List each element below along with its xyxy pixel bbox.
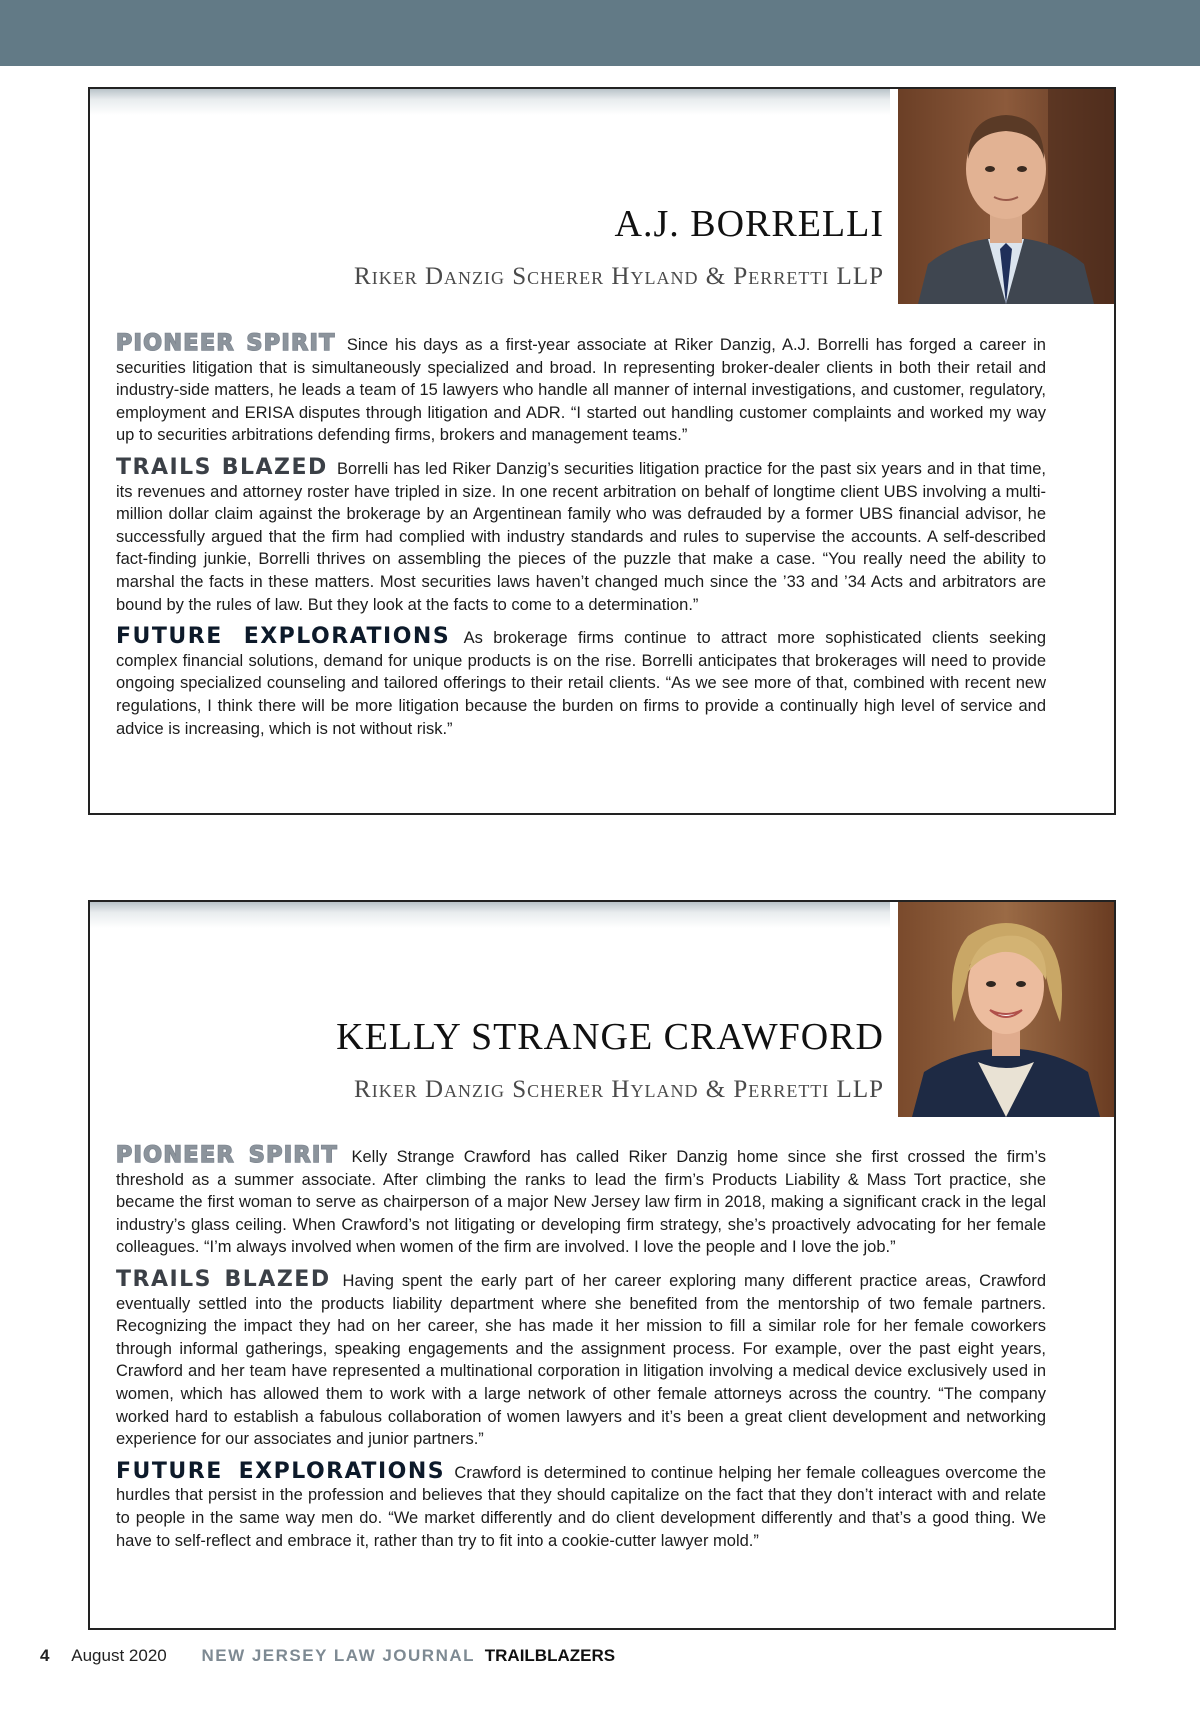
issue-title: TRAILBLAZERS bbox=[484, 1646, 616, 1665]
page-number: 4 bbox=[40, 1646, 50, 1665]
section-pioneer-spirit bbox=[116, 1145, 1046, 1259]
section-future-explorations bbox=[116, 1458, 1046, 1552]
profile-card-crawford bbox=[88, 900, 1116, 1630]
issue-date: August 2020 bbox=[71, 1646, 167, 1665]
section-heading: PIONEER SPIRIT bbox=[116, 1143, 339, 1168]
section-text: Crawford is determined to continue helping her female colleagues overcome the hurdles that persist in the profession and believes that they should capitalize on the fact that they don’t interact with and relate to people in the same way men do. “We market differently and do client development differently and that’s a good thing. We have to self-reflect and embrace it, rather than try to fit into a cookie-cutter lawyer mold.” bbox=[116, 1463, 1046, 1550]
page-footer bbox=[40, 1646, 615, 1670]
profile-firm: Riker Danzig Scherer Hyland & Perretti LLP bbox=[354, 263, 884, 290]
profile-card-borrelli bbox=[88, 87, 1116, 815]
crawford-headshot bbox=[898, 902, 1114, 1117]
section-text: Borrelli has led Riker Danzig’s securities litigation practice for the past six years and in that time, its revenues and attorney roster have tripled in size. In one recent arbitration on behalf of longtime client UBS involving a multi-million dollar claim against the brokerage by an Argentinean family who was defrauded by a former UBS financial advisor, he successfully argued that the firm had complied with industry standards and rules to supervise the accounts. A self-described fact-finding junkie, Borrelli thrives on assembling the pieces of the puzzle that make a case. “You really need the ability to marshal the facts in these matters. Most securities laws haven’t changed much since the ’33 and ’34 Acts and arbitrators are bound by the rules of law. But they look at the facts to come to a determination.” bbox=[116, 459, 1046, 614]
section-heading: TRAILS BLAZED bbox=[116, 1266, 331, 1292]
borrelli-headshot bbox=[898, 89, 1114, 304]
profile-sections bbox=[116, 1145, 1046, 1562]
section-heading: FUTURE EXPLORATIONS bbox=[116, 1458, 446, 1484]
section-pioneer-spirit bbox=[116, 333, 1046, 447]
profile-name: A.J. BORRELLI bbox=[614, 203, 884, 245]
section-text: Kelly Strange Crawford has called Riker Danzig home since she first crossed the firm’s threshold as a summer associate. After climbing the ranks to lead the firm’s Products Liability & Mass Tort practice, she became the first woman to serve as chairperson of a major New Jersey law firm in 2018, making a significant crack in the legal industry’s glass ceiling. When Crawford’s not litigating or developing firm strategy, she’s proactively advocating for her female colleagues. “I’m always involved when women of the firm are involved. I love the people and I love the job.” bbox=[116, 1148, 1046, 1257]
card-header-shade bbox=[90, 89, 890, 115]
section-heading: PIONEER SPIRIT bbox=[116, 331, 336, 356]
section-heading: FUTURE EXPLORATIONS bbox=[116, 624, 451, 650]
profile-name: KELLY STRANGE CRAWFORD bbox=[336, 1016, 884, 1058]
card-header-shade bbox=[90, 902, 890, 928]
section-trails-blazed bbox=[116, 454, 1046, 616]
profile-sections bbox=[116, 333, 1046, 750]
section-text: Since his days as a first-year associate at Riker Danzig, A.J. Borrelli has forged a career in securities litigation that is simultaneously specialized and broad. In representing broker-dealer clients in both their retail and industry-side matters, he leads a team of 15 lawyers who handle all manner of internal investigations, and customer, regulatory, employment and ERISA disputes through litigation and ADR. “I started out handling customer complaints and worked my way up to securities arbitrations defending firms, brokers and management teams.” bbox=[116, 336, 1046, 445]
profile-firm: Riker Danzig Scherer Hyland & Perretti LLP bbox=[354, 1076, 884, 1103]
publication-name: NEW JERSEY LAW JOURNAL bbox=[201, 1646, 476, 1665]
section-text: Having spent the early part of her career exploring many different practice areas, Crawford eventually settled into the products liability department where she benefited from the mentorship of two female partners. Recognizing the impact they had on her career, she has made it her mission to fill a similar role for her female coworkers through informal gatherings, speaking engagements and the assignment process. For example, over the past eight years, Crawford and her team have represented a multinational corporation in litigation involving a medical device exclusively used in women, which has allowed them to work with a large network of other female attorneys across the country. “The company worked hard to establish a fabulous collaboration of women lawyers and it’s been a great client development and networking experience for our associates and junior partners.” bbox=[116, 1271, 1046, 1449]
section-future-explorations bbox=[116, 626, 1046, 740]
top-color-band bbox=[0, 0, 1200, 66]
section-text: As brokerage firms continue to attract more sophisticated clients seeking complex financial solutions, demand for unique products is on the rise. Borrelli anticipates that brokerages will need to provide ongoing specialized counseling and tailored offerings to their retail clients. “As we see more of that, combined with recent new regulations, I think there will be more litigation because the burden on firms to provide a continually high level of service and advice is increasing, which is not without risk.” bbox=[116, 629, 1046, 738]
section-heading: TRAILS BLAZED bbox=[116, 454, 328, 480]
section-trails-blazed bbox=[116, 1266, 1046, 1451]
